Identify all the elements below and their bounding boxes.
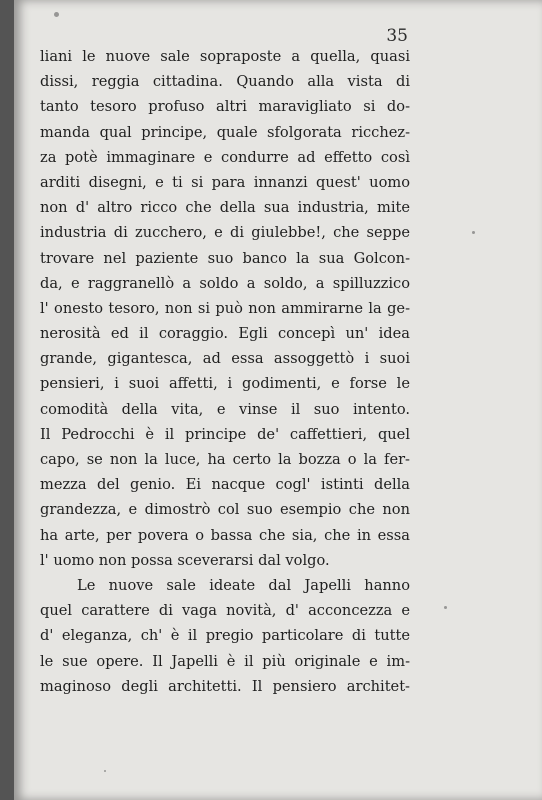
ink-speck xyxy=(54,12,59,17)
text-line: non d' altro ricco che della sua industria, mite xyxy=(40,199,410,217)
text-line: dissi, reggia cittadina. Quando alla vista di xyxy=(40,73,410,91)
page-number: 35 xyxy=(386,26,408,46)
text-line: liani le nuove sale sopraposte a quella, quasi xyxy=(40,48,410,65)
ink-speck xyxy=(104,770,106,772)
text-line: grande, gigantesca, ad essa assoggettò i suoi xyxy=(40,350,410,368)
text-line: da, e raggranellò a soldo a soldo, a spilluzzico xyxy=(40,274,410,292)
text-line: trovare nel paziente suo banco la sua Golcon- xyxy=(40,249,410,267)
text-line: l' uomo non possa sceverarsi dal volgo. xyxy=(40,551,330,569)
text-line: mezza del genio. Ei nacque cogl' istinti della xyxy=(40,476,410,494)
ink-speck xyxy=(444,606,447,609)
text-line: tanto tesoro profuso altri maravigliato si do- xyxy=(40,98,410,116)
body-text xyxy=(40,44,410,699)
text-line: le sue opere. Il Japelli è il più originale e im- xyxy=(40,652,410,670)
text-line: l' onesto tesoro, non si può non ammirarne la ge- xyxy=(40,299,410,317)
paper-sheet xyxy=(14,0,542,800)
ink-speck xyxy=(472,231,475,234)
text-line: arditi disegni, e ti si para innanzi quest' uomo xyxy=(40,173,410,191)
text-line: quel carattere di vaga novità, d' acconcezza e xyxy=(40,602,410,620)
text-line: manda qual principe, quale sfolgorata ricchez- xyxy=(40,123,410,141)
text-line: maginoso degli architetti. Il pensiero architet- xyxy=(40,677,410,695)
text-line: nerosità ed il coraggio. Egli concepì un' idea xyxy=(40,325,410,343)
text-line: Il Pedrocchi è il principe de' caffettieri, quel xyxy=(40,425,410,443)
text-line: Le nuove sale ideate dal Japelli hanno xyxy=(77,576,410,594)
text-line: ha arte, per povera o bassa che sia, che in essa xyxy=(40,526,410,544)
text-line: d' eleganza, ch' è il pregio particolare di tutte xyxy=(40,627,410,645)
text-line: grandezza, e dimostrò col suo esempio che non xyxy=(40,501,410,519)
text-line: capo, se non la luce, ha certo la bozza o la fer- xyxy=(40,451,410,468)
text-line: industria di zucchero, e di giulebbe!, che seppe xyxy=(40,224,410,242)
text-line: pensieri, i suoi affetti, i godimenti, e forse le xyxy=(40,375,410,393)
text-line: za potè immaginare e condurre ad effetto così xyxy=(40,148,410,166)
text-line: comodità della vita, e vinse il suo intento. xyxy=(40,400,410,418)
